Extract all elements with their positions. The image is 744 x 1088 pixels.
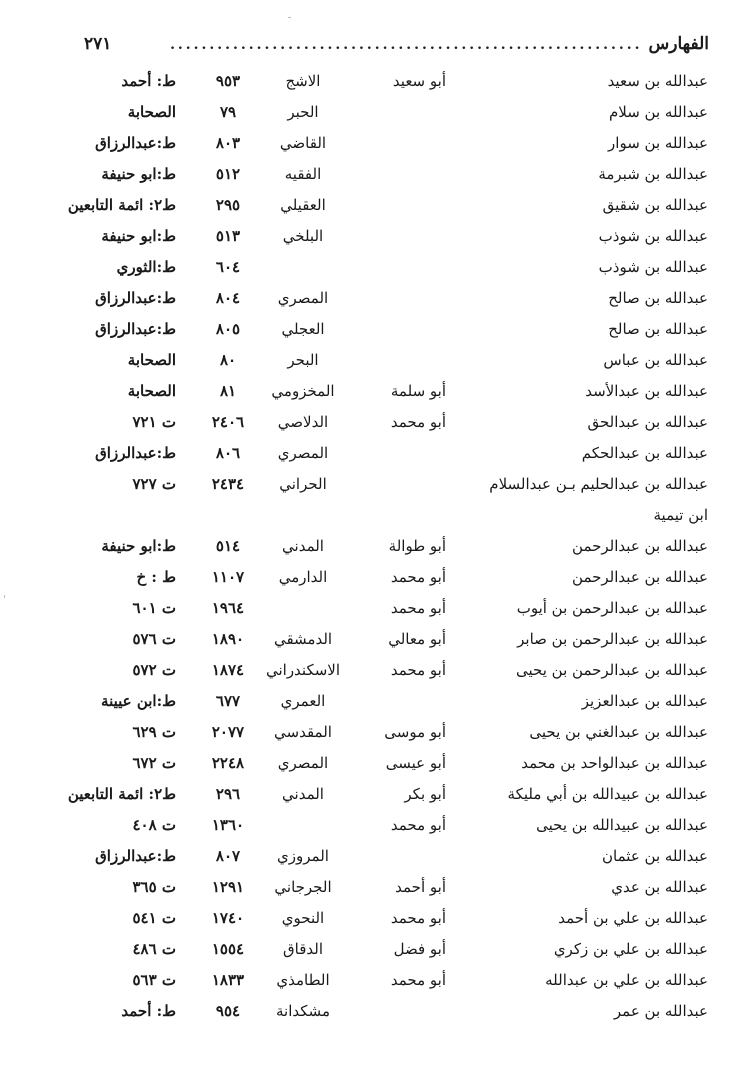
- entry-number: ٥١٤: [215, 537, 241, 555]
- entry-kunya: أبو محمد: [390, 971, 446, 989]
- index-entry: [0, 68, 744, 99]
- entry-number: ١٧٤٠: [211, 909, 245, 927]
- index-entry: [0, 347, 744, 378]
- entry-source: ط:ابو حنيفة: [101, 165, 176, 183]
- index-entry: [0, 719, 744, 750]
- entry-number: ٨٠٣: [215, 134, 241, 152]
- entry-nisba: المدني: [282, 785, 324, 803]
- entry-name: عبدالله بن عدي: [611, 878, 708, 896]
- index-entry: [0, 223, 744, 254]
- entry-name: عبدالله بن سوار: [608, 134, 708, 152]
- entry-name: عبدالله بن عبدالأسد: [585, 382, 708, 400]
- entry-name: عبدالله بن صالح: [608, 289, 708, 307]
- entry-nisba: المقدسي: [274, 723, 332, 741]
- entry-number: ١٨٣٣: [211, 971, 245, 989]
- entry-kunya: أبو سعيد: [392, 72, 446, 90]
- entry-source: ط:عبدالرزاق: [95, 847, 176, 865]
- index-entry: [0, 502, 744, 533]
- entry-nisba: الدارمي: [278, 568, 328, 586]
- entry-number: ٢٩٥: [215, 196, 241, 214]
- entry-number: ١٩٦٤: [211, 599, 245, 617]
- entry-name: عبدالله بن عبدالرحمن بن يحيى: [516, 661, 708, 679]
- entry-name: عبدالله بن عبدالحق: [587, 413, 708, 431]
- entry-name: عبدالله بن عبدالرحمن بن صابر: [517, 630, 708, 648]
- entry-source: ط: أحمد: [121, 1002, 176, 1020]
- index-entry: [0, 130, 744, 161]
- entry-source: ط:عبدالرزاق: [95, 289, 176, 307]
- entry-number: ٢٢٤٨: [211, 754, 245, 772]
- entry-number: ١١٠٧: [211, 568, 245, 586]
- entry-kunya: أبو طوالة: [388, 537, 446, 555]
- entry-name: عبدالله بن صالح: [608, 320, 708, 338]
- entry-number: ٨٠٤: [215, 289, 241, 307]
- entry-source: ط:عبدالرزاق: [95, 444, 176, 462]
- index-entry: [0, 378, 744, 409]
- entry-source: ط:ابو حنيفة: [101, 227, 176, 245]
- entry-number: ٦٧٧: [215, 692, 241, 710]
- entry-kunya: أبو سلمة: [390, 382, 446, 400]
- entry-number: ١٨٧٤: [211, 661, 245, 679]
- entry-name: عبدالله بن عباس: [603, 351, 708, 369]
- entry-source: ت ٤٠٨: [132, 816, 176, 834]
- entry-name: عبدالله بن عمر: [613, 1002, 708, 1020]
- index-entry: [0, 812, 744, 843]
- entry-nisba: المخزومي: [271, 382, 335, 400]
- entry-kunya: أبو عيسى: [385, 754, 446, 772]
- entry-name: عبدالله بن عبدالحكم: [581, 444, 708, 462]
- entry-nisba: الحراني: [279, 475, 327, 493]
- index-entry: [0, 316, 744, 347]
- entry-kunya: أبو محمد: [390, 816, 446, 834]
- entry-number: ٦٠٤: [215, 258, 241, 276]
- entry-nisba: البلخي: [282, 227, 324, 245]
- entry-number: ٢٩٦: [215, 785, 241, 803]
- entry-name: عبدالله بن عبدالرحمن: [572, 568, 708, 586]
- index-entry: [0, 626, 744, 657]
- entry-source: الصحابة: [127, 382, 176, 400]
- index-entry: [0, 781, 744, 812]
- entry-nisba: القاضي: [279, 134, 327, 152]
- entry-number: ٥١٣: [215, 227, 241, 245]
- index-entry: [0, 533, 744, 564]
- index-entry: [0, 657, 744, 688]
- entry-name: عبدالله بن علي بن عبدالله: [545, 971, 708, 989]
- entry-source: ت ٥٧٢: [132, 661, 176, 679]
- entry-nisba: الفقيه: [284, 165, 322, 183]
- index-entry: [0, 874, 744, 905]
- entry-nisba: المدني: [282, 537, 324, 555]
- entry-number: ٨٠٧: [215, 847, 241, 865]
- entry-source: ط:الثوري: [116, 258, 176, 276]
- entry-nisba: الدمشقي: [273, 630, 333, 648]
- entry-name: عبدالله بن سعيد: [607, 72, 708, 90]
- entry-nisba: العجلي: [281, 320, 325, 338]
- entry-number: ٨٠: [219, 351, 237, 369]
- entry-number: ١٥٥٤: [211, 940, 245, 958]
- entry-number: ٢٤٠٦: [211, 413, 245, 431]
- index-entries: [0, 68, 744, 1029]
- index-entry: [0, 750, 744, 781]
- entry-name: عبدالله بن عبدالواحد بن محمد: [521, 754, 708, 772]
- entry-number: ١٨٩٠: [211, 630, 245, 648]
- index-entry: [0, 998, 744, 1029]
- entry-nisba: الاسكندراني: [265, 661, 341, 679]
- entry-source: ط:عبدالرزاق: [95, 134, 176, 152]
- entry-number: ٧٩: [219, 103, 237, 121]
- entry-name: عبدالله بن شبرمة: [598, 165, 708, 183]
- entry-name: عبدالله بن علي بن زكري: [553, 940, 708, 958]
- entry-name: عبدالله بن عبيدالله بن أبي مليكة: [507, 785, 708, 803]
- entry-number: ٥١٢: [215, 165, 241, 183]
- entry-nisba: الاشج: [285, 72, 321, 90]
- entry-source: ط: أحمد: [121, 72, 176, 90]
- entry-name: عبدالله بن عبدالعزيز: [581, 692, 708, 710]
- page-number: ٢٧١: [84, 34, 112, 54]
- entry-source: ط٢: ائمة التابعين: [67, 785, 176, 803]
- entry-source: ت ٦٢٩: [132, 723, 176, 741]
- entry-number: ٩٥٤: [215, 1002, 241, 1020]
- header-leader-dots: ............................................................: [170, 37, 643, 53]
- entry-source: الصحابة: [127, 351, 176, 369]
- entry-kunya: أبو محمد: [390, 661, 446, 679]
- index-entry: [0, 843, 744, 874]
- entry-source: ط:عبدالرزاق: [95, 320, 176, 338]
- entry-nisba: البحر: [287, 351, 319, 369]
- entry-name: عبدالله بن شقيق: [602, 196, 708, 214]
- entry-number: ٨١: [219, 382, 237, 400]
- entry-source: ط : خ: [136, 568, 176, 586]
- entry-kunya: أبو بكر: [404, 785, 446, 803]
- entry-number: ١٣٦٠: [211, 816, 245, 834]
- entry-nisba: الدقاق: [283, 940, 323, 958]
- entry-kunya: أبو معالي: [388, 630, 446, 648]
- entry-name: عبدالله بن عبدالحليم بـن عبدالسلام: [489, 475, 708, 493]
- entry-nisba: المصري: [277, 754, 329, 772]
- index-entry: [0, 192, 744, 223]
- entry-source: ت ٥٧٦: [132, 630, 176, 648]
- entry-number: ٨٠٥: [215, 320, 241, 338]
- entry-kunya: أبو محمد: [390, 413, 446, 431]
- entry-number: ٨٠٦: [215, 444, 241, 462]
- entry-source: ت ٦٠١: [132, 599, 176, 617]
- index-entry: [0, 936, 744, 967]
- entry-number: ٢٠٧٧: [211, 723, 245, 741]
- entry-name: عبدالله بن عثمان: [602, 847, 708, 865]
- entry-source: ط:ابو حنيفة: [101, 537, 176, 555]
- entry-kunya: أبو فضل: [393, 940, 446, 958]
- entry-source: ت ٥٤١: [132, 909, 176, 927]
- entry-name: عبدالله بن عبدالرحمن بن أيوب: [516, 599, 708, 617]
- entry-nisba: المصري: [277, 444, 329, 462]
- entry-number: ١٢٩١: [211, 878, 245, 896]
- scan-speck: [288, 17, 291, 18]
- entry-source: ت ٧٢٧: [132, 475, 176, 493]
- entry-kunya: أبو موسى: [384, 723, 446, 741]
- entry-source: ت ٤٨٦: [132, 940, 176, 958]
- entry-source: ت ٧٢١: [132, 413, 176, 431]
- entry-name: عبدالله بن شوذب: [598, 227, 708, 245]
- index-entry: [0, 254, 744, 285]
- entry-nisba: المروزي: [277, 847, 329, 865]
- index-entry: [0, 285, 744, 316]
- index-entry: [0, 471, 744, 502]
- entry-name: عبدالله بن عبيدالله بن يحيى: [536, 816, 708, 834]
- entry-nisba: الحبر: [287, 103, 319, 121]
- entry-kunya: أبو محمد: [390, 909, 446, 927]
- entry-name: عبدالله بن سلام: [608, 103, 708, 121]
- entry-name: عبدالله بن شوذب: [598, 258, 708, 276]
- entry-name: عبدالله بن علي بن أحمد: [558, 909, 708, 927]
- index-entry: [0, 99, 744, 130]
- index-entry: [0, 595, 744, 626]
- entry-source: ت ٣٦٥: [132, 878, 176, 896]
- entry-nisba: الدلاصي: [277, 413, 329, 431]
- entry-nisba: مشكدانة: [276, 1002, 330, 1020]
- entry-source: ط٢: ائمة التابعين: [67, 196, 176, 214]
- entry-nisba: النحوي: [281, 909, 325, 927]
- index-entry: [0, 161, 744, 192]
- entry-source: ت ٦٧٢: [132, 754, 176, 772]
- entry-nisba: الطامذي: [276, 971, 330, 989]
- entry-nisba: العقيلي: [280, 196, 326, 214]
- entry-kunya: أبو محمد: [390, 568, 446, 586]
- entry-source: الصحابة: [127, 103, 176, 121]
- entry-name: ابن تيمية: [653, 506, 708, 524]
- entry-name: عبدالله بن عبدالغني بن يحيى: [529, 723, 708, 741]
- index-entry: [0, 688, 744, 719]
- index-entry: [0, 409, 744, 440]
- index-entry: [0, 905, 744, 936]
- index-entry: [0, 440, 744, 471]
- entry-source: ط:ابن عيينة: [101, 692, 176, 710]
- entry-kunya: أبو أحمد: [395, 878, 446, 896]
- running-header: [84, 34, 709, 60]
- entry-number: ٢٤٣٤: [211, 475, 245, 493]
- index-entry: [0, 967, 744, 998]
- entry-nisba: الجرجاني: [274, 878, 332, 896]
- entry-number: ٩٥٣: [215, 72, 241, 90]
- index-entry: [0, 564, 744, 595]
- entry-name: عبدالله بن عبدالرحمن: [572, 537, 708, 555]
- entry-kunya: أبو محمد: [390, 599, 446, 617]
- header-title: الفهارس: [648, 34, 709, 54]
- entry-nisba: العمري: [280, 692, 326, 710]
- entry-source: ت ٥٦٣: [132, 971, 176, 989]
- entry-nisba: المصري: [277, 289, 329, 307]
